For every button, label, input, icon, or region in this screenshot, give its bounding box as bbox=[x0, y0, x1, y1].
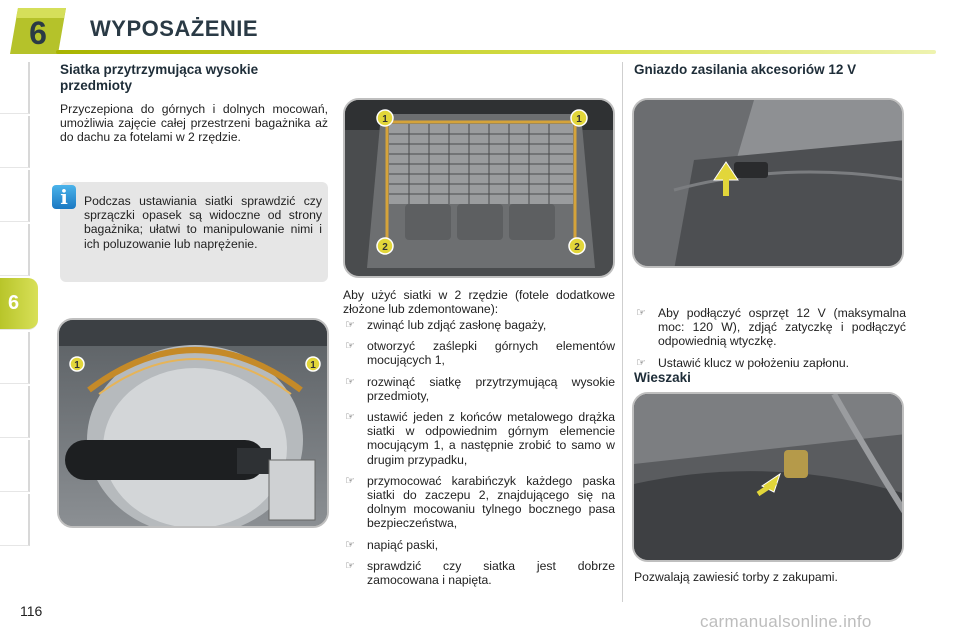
list-item bbox=[343, 538, 615, 552]
info-icon: i bbox=[52, 185, 76, 209]
callout-label: 1 bbox=[382, 114, 388, 125]
chapter-tabs bbox=[0, 62, 34, 582]
socket-photo bbox=[632, 98, 904, 268]
hooks-section-title: Wieszaki bbox=[634, 370, 691, 385]
socket-section-title: Gniazdo zasilania akcesoriów 12 V bbox=[634, 62, 857, 77]
step-text: Aby podłączyć osprzęt 12 V (maksymalna moc: 120 W), zdjąć zatyczkę i podłączyć odpowiednią wtyczkę. bbox=[658, 306, 906, 349]
hooks-photo bbox=[632, 392, 904, 562]
callout-label: 1 bbox=[74, 360, 80, 371]
step-text: otworzyć zaślepki górnych elementów mocujących 1, bbox=[367, 339, 615, 368]
step-text: sprawdzić czy siatka jest dobrze zamocowana i napięta. bbox=[367, 558, 615, 588]
callout-label: 1 bbox=[576, 114, 582, 125]
info-note-text: Podczas ustawiania siatki sprawdzić czy sprzączki opasek są widoczne od strony bagażnika; ułatwi to manipulowanie nimi i ich poluzowanie lub naprężenie. bbox=[84, 194, 322, 251]
step-text: Ustawić klucz w położeniu zapłonu. bbox=[658, 355, 850, 370]
pointer-icon: ☞ bbox=[345, 319, 355, 331]
net-trunk-photo bbox=[343, 98, 615, 278]
callout-label: 1 bbox=[310, 360, 316, 371]
list-item bbox=[343, 375, 615, 403]
list-item bbox=[343, 474, 615, 531]
chapter-tab[interactable] bbox=[0, 440, 30, 492]
callout-label: 2 bbox=[574, 242, 580, 253]
chapter-tab[interactable] bbox=[0, 116, 30, 168]
net-intro-text: Przyczepiona do górnych i dolnych mocowań, umożliwia zajęcie całej przestrzeni bagażnika aż do dachu za fotelami w 2 rzędzie. bbox=[60, 102, 328, 145]
chapter-tab-label: 6 bbox=[8, 292, 20, 314]
chapter-tab[interactable] bbox=[0, 62, 30, 114]
list-item bbox=[634, 306, 906, 349]
callout-marker bbox=[377, 110, 393, 126]
callout-marker bbox=[306, 357, 320, 371]
pointer-icon: ☞ bbox=[636, 307, 646, 319]
callout-marker bbox=[70, 357, 84, 371]
callout-marker bbox=[569, 238, 585, 254]
chapter-tab[interactable] bbox=[0, 170, 30, 222]
column-divider bbox=[622, 62, 623, 602]
pointer-icon: ☞ bbox=[345, 474, 355, 487]
step-text: ustawić jeden z końców metalowego drążka siatki w odpowiednim górnym elemencie mocującym 1, a następnie zrobić to samo w drugim przypadku, bbox=[367, 410, 615, 467]
page-number: 116 bbox=[20, 603, 43, 619]
callout-label: 2 bbox=[382, 242, 388, 253]
list-item bbox=[343, 410, 615, 467]
list-item bbox=[634, 356, 906, 370]
list-item bbox=[343, 339, 615, 367]
pointer-icon: ☞ bbox=[345, 411, 355, 424]
page-title: WYPOSAŻENIE bbox=[90, 16, 259, 41]
net-section-title: Siatka przytrzymująca wysokie przedmioty bbox=[60, 62, 259, 93]
socket-steps-list bbox=[634, 306, 906, 377]
chapter-number: 6 bbox=[29, 15, 47, 51]
pointer-icon: ☞ bbox=[345, 340, 355, 353]
watermark: carmanualsonline.info bbox=[700, 612, 872, 631]
chapter-tab[interactable] bbox=[0, 224, 30, 276]
step-text: zwinąć lub zdjąć zasłonę bagaży, bbox=[367, 318, 547, 332]
pointer-icon: ☞ bbox=[345, 538, 355, 551]
chapter-tab-active[interactable] bbox=[0, 278, 38, 330]
pointer-icon: ☞ bbox=[345, 375, 355, 388]
net-steps-list bbox=[343, 318, 615, 594]
chapter-tab[interactable] bbox=[0, 494, 30, 546]
callout-marker bbox=[377, 238, 393, 254]
pointer-icon: ☞ bbox=[636, 356, 646, 369]
list-item bbox=[343, 559, 615, 587]
step-text: przymocować karabińczyk każdego paska siatki do zaczepu 2, znajdującego się na dolnym mocowaniu tylnego bocznego pasa bezpieczeństwa, bbox=[367, 473, 615, 531]
chapter-tab[interactable] bbox=[0, 332, 30, 384]
header-rule bbox=[56, 50, 936, 54]
callout-marker bbox=[571, 110, 587, 126]
chapter-tab[interactable] bbox=[0, 386, 30, 438]
hooks-text: Pozwalają zawiesić torby z zakupami. bbox=[634, 570, 838, 584]
step-text: napiąć paski, bbox=[367, 537, 439, 552]
net-usage-intro: Aby użyć siatki w 2 rzędzie (fotele dodatkowe złożone lub zdemontowane): bbox=[343, 288, 615, 317]
pointer-icon: ☞ bbox=[345, 559, 355, 572]
list-item bbox=[343, 318, 615, 332]
step-text: rozwinąć siatkę przytrzymującą wysokie przedmioty, bbox=[367, 374, 615, 403]
chapter-badge bbox=[10, 8, 66, 54]
net-rear-view-photo bbox=[57, 318, 329, 528]
